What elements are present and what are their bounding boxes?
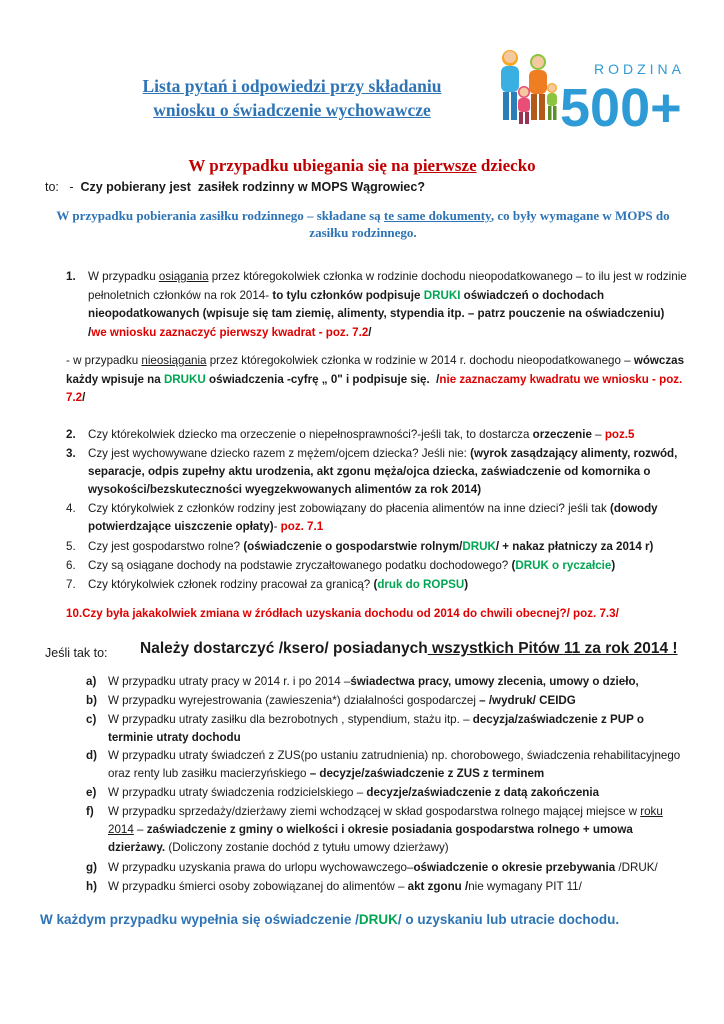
document-title	[72, 74, 512, 122]
required-pit-notice: Należy dostarczyć /ksero/ posiadanych wszystkich Pitów 11 za rok 2014 !	[140, 640, 678, 657]
item-number: 1.	[66, 270, 76, 283]
final-statement: W każdym przypadku wypełnia się oświadczenie /DRUK/ o uzyskaniu lub utracie dochodu.	[40, 912, 620, 927]
item-1b: - w przypadku nieosiągania przez któregokolwiek członka w rodzinie w 2014 r. dochodu nieopodatkowanego – wówczas każdy wpisuje na DRUKU oświadczenia -cyfrę „ 0" i podpisuje się. /nie zaznaczamy kwadratu we wniosku - poz. 7.2/	[66, 354, 685, 404]
if-yes-label: Jeśli tak to:	[45, 646, 108, 660]
blue-note: W przypadku pobierania zasiłku rodzinnego – składane są te same dokumenty, co były wymagane w MOPS do zasiłku rodzinnego.	[56, 208, 670, 240]
rodzina-500-logo	[490, 44, 700, 134]
family-illustration-icon	[490, 44, 700, 134]
heading-underlined: pierwsze	[413, 156, 477, 175]
svg-text:500+: 500+	[560, 78, 682, 134]
question-10: 10.Czy była jakakolwiek zmiana w źródłach uzyskania dochodu od 2014 do chwili obecnej?/ poz. 7.3/	[66, 607, 619, 620]
title-line-1: Lista pytań i odpowiedzi przy składaniu	[142, 76, 442, 96]
title-line-2: wniosku o świadczenie wychowawcze	[153, 100, 431, 120]
main-question: to: - Czy pobierany jest zasiłek rodzinny w MOPS Wągrowiec?	[45, 180, 425, 194]
main-heading: W przypadku ubiegania się na pierwsze dziecko	[188, 156, 536, 175]
svg-text:RODZINA: RODZINA	[594, 61, 685, 77]
